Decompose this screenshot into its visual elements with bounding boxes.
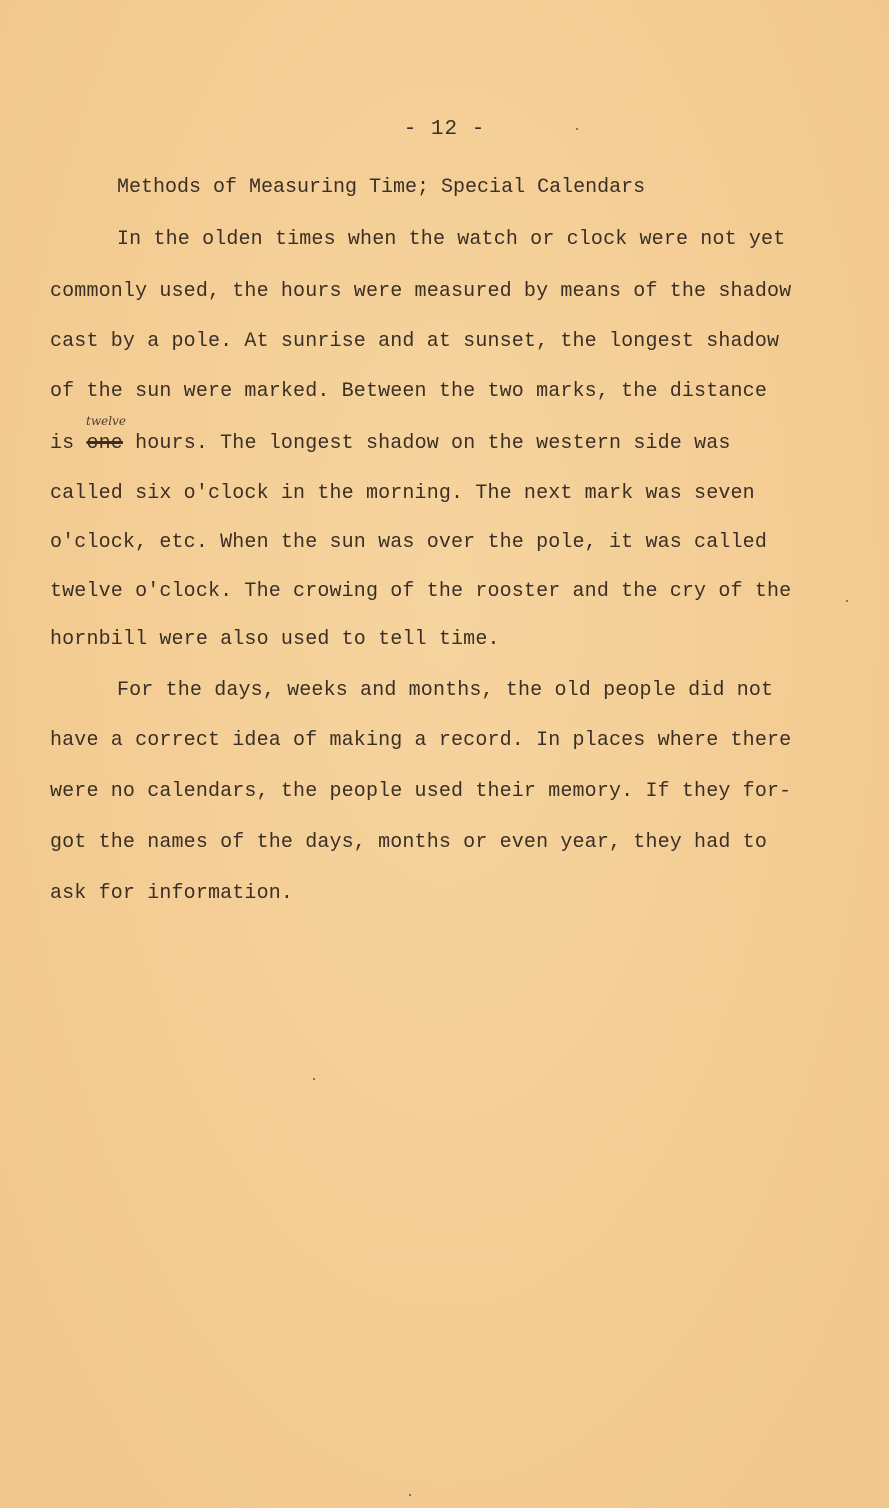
stray-mark bbox=[313, 1078, 315, 1080]
stray-mark bbox=[409, 1494, 411, 1496]
page-number: - 12 - bbox=[403, 118, 486, 141]
stray-mark bbox=[576, 128, 578, 130]
paragraph2-line2: have a correct idea of making a record. In places where there bbox=[50, 729, 792, 752]
paragraph1-line6: called six o'clock in the morning. The next mark was seven bbox=[50, 482, 755, 505]
paragraph1-line3: cast by a pole. At sunrise and at sunset, the longest shadow bbox=[50, 330, 780, 353]
paragraph1-line8: twelve o'clock. The crowing of the rooster and the cry of the bbox=[50, 580, 792, 603]
paragraph1-line9: hornbill were also used to tell time. bbox=[50, 628, 500, 651]
handwritten-insertion: twelve bbox=[86, 414, 126, 428]
paragraph2-line5: ask for information. bbox=[50, 882, 294, 905]
line5-start: is bbox=[50, 432, 75, 455]
paragraph2-line1: For the days, weeks and months, the old people did not bbox=[117, 679, 774, 702]
paragraph1-line2: commonly used, the hours were measured by means of the shadow bbox=[50, 280, 792, 303]
paragraph1-line7: o'clock, etc. When the sun was over the pole, it was called bbox=[50, 531, 767, 554]
line5-rest: hours. The longest shadow on the western side was bbox=[135, 432, 731, 455]
paragraph2-line3: were no calendars, the people used their memory. If they for- bbox=[50, 780, 792, 803]
paragraph1-line4: of the sun were marked. Between the two marks, the distance bbox=[50, 380, 767, 403]
section-heading: Methods of Measuring Time; Special Calendars bbox=[117, 176, 646, 199]
paragraph1-line5 bbox=[50, 432, 731, 455]
paragraph2-line4: got the names of the days, months or even year, they had to bbox=[50, 831, 767, 854]
struck-word: one bbox=[86, 432, 123, 455]
paragraph1-line1: In the olden times when the watch or clock were not yet bbox=[117, 228, 786, 251]
stray-mark bbox=[846, 600, 848, 602]
